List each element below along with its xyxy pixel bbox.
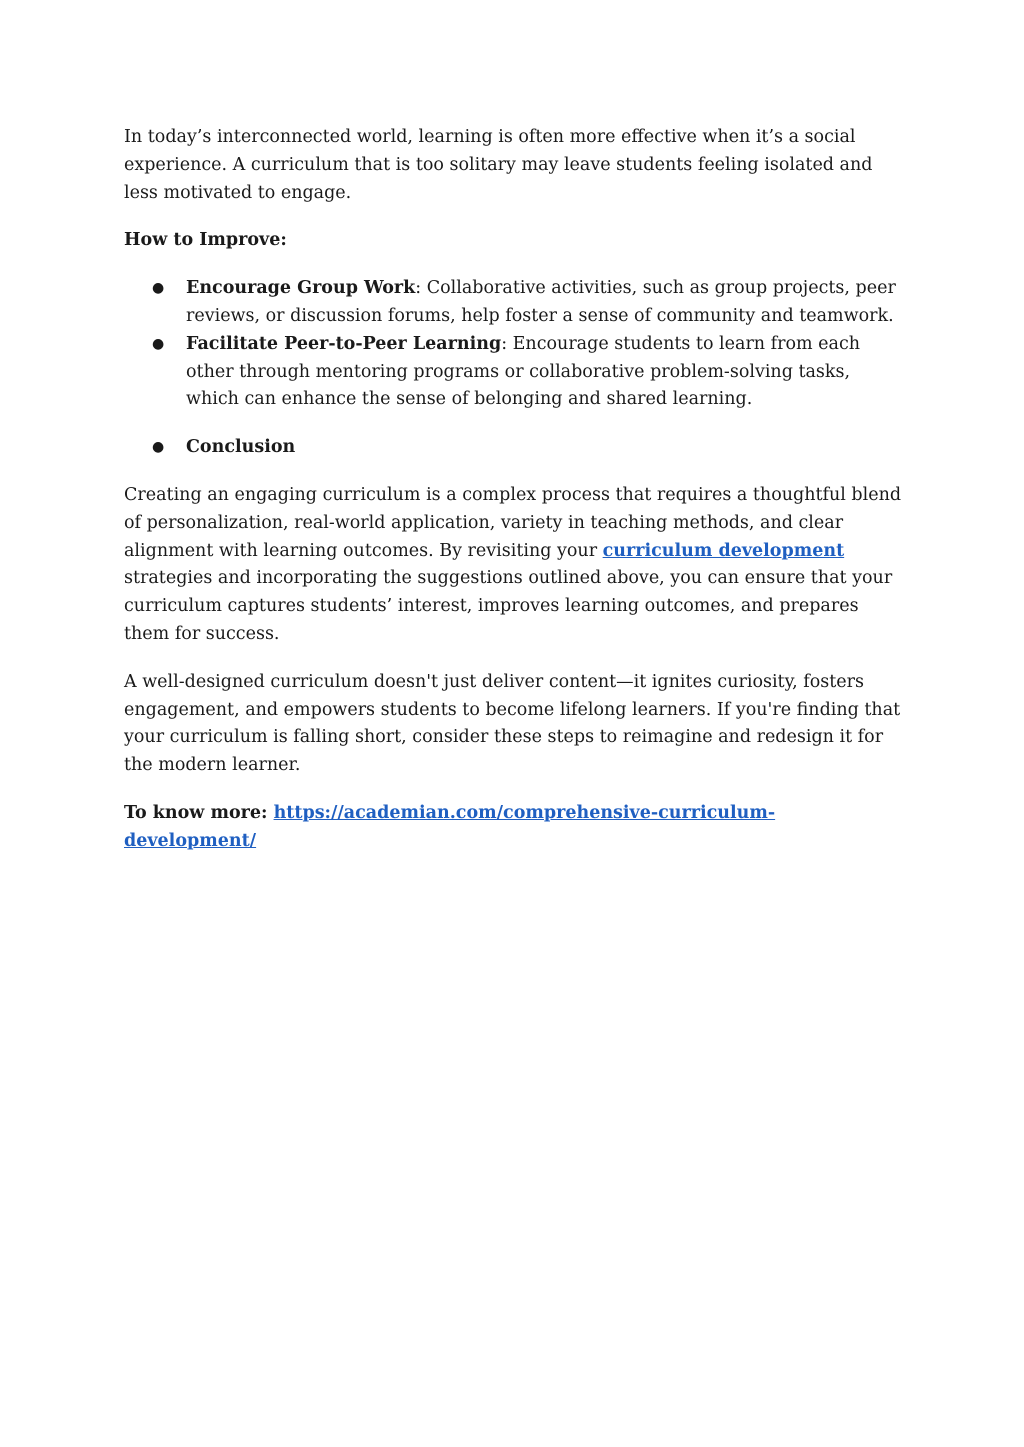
how-to-improve-heading: How to Improve:	[124, 230, 287, 251]
bullet-title: Facilitate Peer-to-Peer Learning	[186, 333, 502, 354]
know-more-link[interactable]: https://academian.com/comprehensive-curriculum-development/	[124, 802, 776, 851]
conclusion-heading: Conclusion	[186, 437, 296, 458]
bullet-icon: ●	[152, 439, 165, 456]
bullet-icon: ●	[152, 280, 165, 297]
bullet-title: Encourage Group Work	[186, 278, 416, 299]
list-item	[124, 275, 904, 331]
document-page	[124, 124, 904, 876]
conclusion-text-after: strategies and incorporating the suggestions outlined above, you can ensure that your curriculum captures students’ interest, improves learning outcomes, and prepares them for success.	[124, 568, 893, 644]
know-more-label: To know more:	[124, 802, 274, 823]
bullet-text: : Encourage students to learn from each other through mentoring programs or collaborative problem-solving tasks, which can enhance the sense of belonging and shared learning.	[186, 333, 861, 410]
conclusion-text-before: Creating an engaging curriculum is a complex process that requires a thoughtful blend of personalization, real-world application, variety in teaching methods, and clear alignment with learning outcomes. By revisiting your	[124, 484, 902, 561]
bullet-text: : Collaborative activities, such as group projects, peer reviews, or discussion forums, help foster a sense of community and teamwork.	[186, 278, 896, 326]
bullet-icon: ●	[152, 335, 165, 352]
closing-paragraph: A well-designed curriculum doesn't just deliver content—it ignites curiosity, fosters engagement, and empowers students to become lifelong learners. If you're finding that your curriculum is falling short, consider these steps to reimagine and redesign it for the modern learner.	[124, 671, 901, 776]
intro-paragraph: In today’s interconnected world, learning is often more effective when it’s a social experience. A curriculum that is too solitary may leave students feeling isolated and less motivated to engage.	[124, 127, 873, 203]
know-more-line	[124, 800, 904, 856]
conclusion-paragraph	[124, 482, 904, 649]
list-item	[124, 434, 904, 462]
curriculum-development-link[interactable]: curriculum development	[602, 540, 845, 561]
improvement-list	[124, 275, 904, 414]
list-item	[124, 331, 904, 414]
conclusion-list	[124, 434, 904, 462]
